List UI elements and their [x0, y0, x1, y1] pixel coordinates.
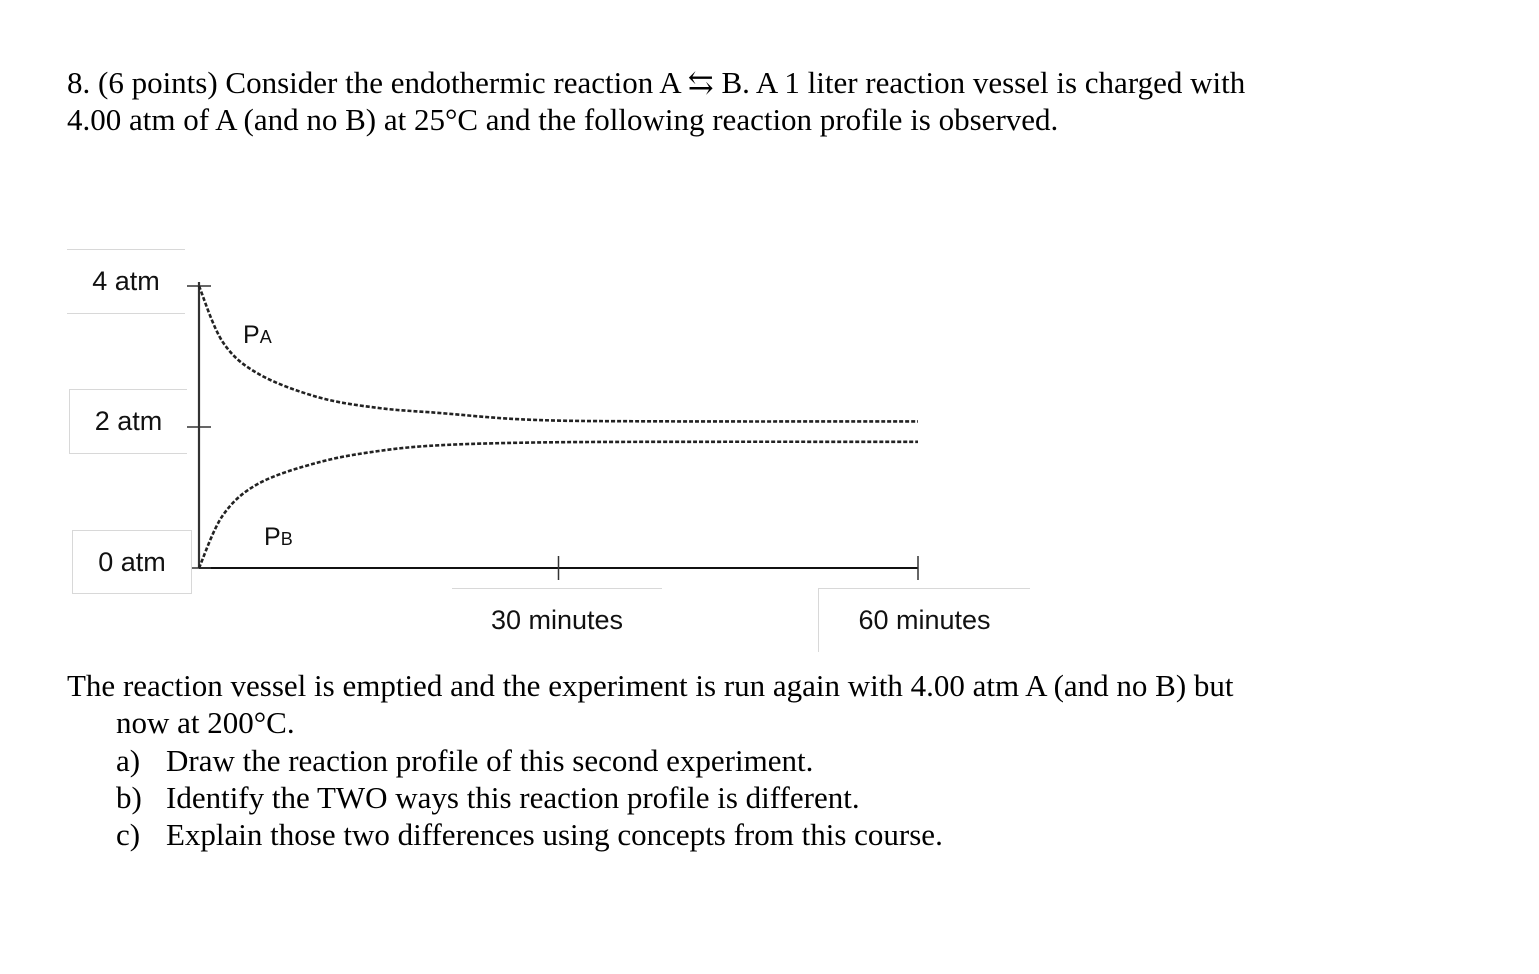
list-text-a: Draw the reaction profile of this second experiment.	[166, 743, 814, 778]
list-item-b	[116, 779, 860, 816]
x-tick-label-60: 60 minutes	[818, 588, 1030, 652]
y-tick-label-4: 4 atm	[67, 249, 185, 314]
list-marker-c: c)	[116, 817, 141, 852]
series-label-sub: A	[259, 327, 272, 347]
y-tick-label-0: 0 atm	[72, 530, 192, 594]
y-tick-label-2: 2 atm	[69, 389, 187, 454]
list-marker-a: a)	[116, 743, 141, 778]
list-item-c	[116, 816, 943, 853]
question-line-2: 4.00 atm of A (and no B) at 25°C and the following reaction profile is observed.	[67, 102, 1059, 137]
series-label-PA	[243, 321, 272, 349]
series-label-main: P	[243, 321, 260, 349]
instructions-line-1: The reaction vessel is emptied and the experiment is run again with 4.00 atm A (and no B) but	[67, 668, 1234, 703]
list-text-c: Explain those two differences using concepts from this course.	[166, 817, 943, 852]
question-text-start: 8. (6 points) Consider the endothermic reaction A	[67, 65, 688, 100]
list-item-a	[116, 742, 813, 779]
list-text-b: Identify the TWO ways this reaction profile is different.	[166, 780, 860, 815]
series-line-PB	[199, 442, 918, 568]
series-label-sub: B	[280, 529, 293, 549]
instructions-line-2: now at 200°C.	[116, 705, 295, 740]
series-label-PB	[264, 523, 293, 551]
x-tick-label-30: 30 minutes	[452, 588, 662, 652]
series-line-PA	[199, 286, 918, 421]
series-label-main: P	[264, 523, 281, 551]
list-marker-b: b)	[116, 780, 142, 815]
question-text-end: B. A 1 liter reaction vessel is charged with	[713, 65, 1246, 100]
equilibrium-arrow-icon: ⇆	[687, 65, 714, 100]
